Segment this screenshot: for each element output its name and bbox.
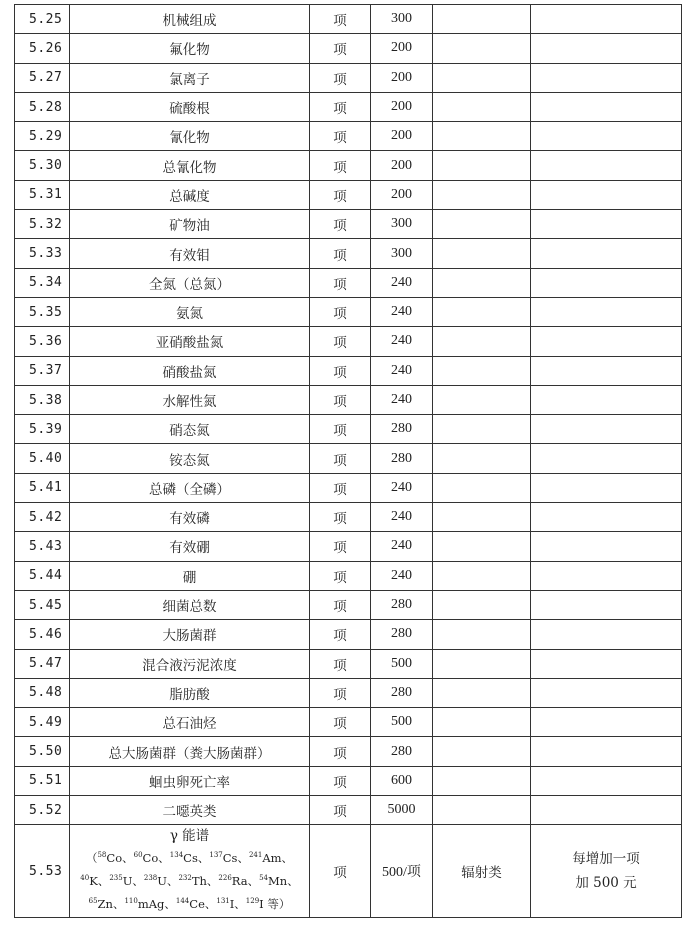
item-price: 200	[371, 122, 433, 151]
table-row	[15, 356, 682, 385]
isotope-symbol: Co	[142, 851, 159, 866]
item-note	[531, 385, 682, 414]
table-row	[15, 473, 682, 502]
item-price: 200	[371, 63, 433, 92]
table-row	[15, 444, 682, 473]
item-note	[531, 708, 682, 737]
isotope-symbol: I	[229, 897, 235, 912]
item-unit: 项	[310, 415, 371, 444]
isotope-symbol: U	[157, 874, 167, 889]
item-note	[531, 473, 682, 502]
table-row	[15, 5, 682, 34]
item-unit: 项	[310, 737, 371, 766]
item-number: 5.35	[15, 297, 70, 326]
item-price: 240	[371, 473, 433, 502]
item-category	[433, 151, 531, 180]
item-name: 氨氮	[70, 297, 310, 326]
table-row	[15, 415, 682, 444]
isotope-mass: 137	[209, 851, 223, 860]
item-name: 硝酸盐氮	[70, 356, 310, 385]
item-price: 300	[371, 239, 433, 268]
item-category	[433, 708, 531, 737]
item-note	[531, 620, 682, 649]
isotope	[218, 874, 247, 888]
item-price: 240	[371, 297, 433, 326]
item-number: 5.52	[15, 796, 70, 825]
isotope-symbol: Cs	[222, 851, 238, 866]
item-unit: 项	[310, 151, 371, 180]
isotope-mass: 60	[133, 851, 143, 860]
isotope-mass: 131	[216, 897, 230, 906]
item-unit: 项	[310, 5, 371, 34]
table-row	[15, 63, 682, 92]
item-name: 大肠菌群	[70, 620, 310, 649]
item-note	[531, 268, 682, 297]
isotope	[176, 897, 205, 911]
item-number: 5.30	[15, 151, 70, 180]
item-unit: 项	[310, 63, 371, 92]
isotope-mass: 238	[143, 874, 158, 883]
item-number: 5.31	[15, 180, 70, 209]
table-row	[15, 385, 682, 414]
table-row	[15, 649, 682, 678]
item-name: 硝态氮	[70, 415, 310, 444]
item-note	[531, 92, 682, 121]
item-price: 300	[371, 5, 433, 34]
item-unit: 项	[310, 503, 371, 532]
item-price: 280	[371, 444, 433, 473]
item-number: 5.39	[15, 415, 70, 444]
table-row	[15, 503, 682, 532]
item-category	[433, 180, 531, 209]
isotope-close-paren: 等）	[263, 897, 291, 912]
item-price: 200	[371, 180, 433, 209]
note-line-2: 加 500 元	[575, 875, 637, 892]
item-note	[531, 766, 682, 795]
table-row	[15, 239, 682, 268]
item-category	[433, 297, 531, 326]
table-row	[15, 268, 682, 297]
item-note	[531, 415, 682, 444]
item-unit: 项	[310, 180, 371, 209]
isotope	[209, 851, 237, 865]
item-price: 240	[371, 385, 433, 414]
item-price: 240	[371, 561, 433, 590]
table-body	[15, 5, 682, 918]
item-note	[531, 532, 682, 561]
item-number: 5.42	[15, 503, 70, 532]
isotope-mass: 54	[259, 874, 268, 883]
item-category	[433, 503, 531, 532]
item-price: 280	[371, 590, 433, 619]
item-number: 5.37	[15, 356, 70, 385]
isotope	[178, 874, 206, 888]
item-number: 5.25	[15, 5, 70, 34]
item-number: 5.51	[15, 766, 70, 795]
item-price: 240	[371, 503, 433, 532]
item-number: 5.38	[15, 385, 70, 414]
item-note	[531, 825, 682, 918]
item-category	[433, 796, 531, 825]
isotope-symbol: U	[122, 874, 133, 889]
item-number: 5.36	[15, 327, 70, 356]
item-unit: 项	[310, 590, 371, 619]
isotope-mass: 129	[245, 897, 260, 906]
gamma-title: γ 能谱	[169, 828, 210, 845]
item-category	[433, 34, 531, 63]
item-unit: 项	[310, 239, 371, 268]
item-category	[433, 473, 531, 502]
item-price: 200	[371, 92, 433, 121]
table-row	[15, 92, 682, 121]
isotope-symbol: K	[89, 874, 98, 889]
item-name: 氯离子	[70, 63, 310, 92]
fee-table	[14, 4, 682, 918]
item-number: 5.27	[15, 63, 70, 92]
item-price: 240	[371, 327, 433, 356]
item-unit: 项	[310, 796, 371, 825]
item-price: 240	[371, 356, 433, 385]
item-price: 500/项	[371, 825, 433, 918]
item-unit: 项	[310, 649, 371, 678]
isotope	[246, 897, 264, 911]
item-name: 细菌总数	[70, 590, 310, 619]
item-category	[433, 649, 531, 678]
item-name: 亚硝酸盐氮	[70, 327, 310, 356]
item-name: 总石油烃	[70, 708, 310, 737]
item-category	[433, 415, 531, 444]
item-name: 脂肪酸	[70, 678, 310, 707]
item-unit: 项	[310, 297, 371, 326]
item-price: 200	[371, 34, 433, 63]
item-unit: 项	[310, 34, 371, 63]
isotope	[124, 897, 164, 911]
note-line-1: 每增加一项	[572, 851, 640, 868]
isotope-mass: 40	[80, 874, 90, 883]
isotope-open-paren: （	[85, 851, 98, 866]
item-number: 5.40	[15, 444, 70, 473]
item-note	[531, 444, 682, 473]
item-price: 240	[371, 532, 433, 561]
item-category	[433, 444, 531, 473]
item-name: 有效磷	[70, 503, 310, 532]
item-category	[433, 5, 531, 34]
item-note	[531, 356, 682, 385]
table-row	[15, 297, 682, 326]
item-name: 氰化物	[70, 122, 310, 151]
table-row	[15, 796, 682, 825]
isotope-symbol: Co	[106, 851, 123, 866]
isotope-mass: 58	[97, 851, 107, 860]
item-number: 5.49	[15, 708, 70, 737]
table-row	[15, 766, 682, 795]
isotope-symbol: I	[259, 897, 264, 912]
item-number: 5.53	[15, 825, 70, 918]
item-note	[531, 561, 682, 590]
isotope-mass: 134	[169, 851, 184, 860]
item-name: 蛔虫卵死亡率	[70, 766, 310, 795]
item-name: 总磷（全磷）	[70, 473, 310, 502]
item-unit: 项	[310, 210, 371, 239]
item-unit: 项	[310, 356, 371, 385]
item-number: 5.33	[15, 239, 70, 268]
item-name: 混合液污泥浓度	[70, 649, 310, 678]
table-row	[15, 532, 682, 561]
item-number: 5.32	[15, 210, 70, 239]
item-number: 5.47	[15, 649, 70, 678]
item-note	[531, 34, 682, 63]
item-number: 5.34	[15, 268, 70, 297]
item-number: 5.45	[15, 590, 70, 619]
isotope	[89, 897, 113, 911]
item-name: 水解性氮	[70, 385, 310, 414]
isotope-mass: 110	[124, 897, 138, 906]
item-category	[433, 561, 531, 590]
item-unit: 项	[310, 92, 371, 121]
isotope	[170, 851, 198, 865]
item-name: 硫酸根	[70, 92, 310, 121]
item-category	[433, 239, 531, 268]
item-name: 矿物油	[70, 210, 310, 239]
item-price: 280	[371, 620, 433, 649]
item-name	[70, 825, 310, 918]
item-note	[531, 151, 682, 180]
item-number: 5.46	[15, 620, 70, 649]
isotope	[259, 874, 287, 888]
item-name: 机械组成	[70, 5, 310, 34]
item-note	[531, 210, 682, 239]
isotope	[144, 874, 167, 888]
item-note	[531, 180, 682, 209]
table-row	[15, 151, 682, 180]
item-note	[531, 327, 682, 356]
item-price: 600	[371, 766, 433, 795]
item-price: 280	[371, 678, 433, 707]
item-category	[433, 737, 531, 766]
item-note	[531, 737, 682, 766]
item-number: 5.29	[15, 122, 70, 151]
item-name: 有效硼	[70, 532, 310, 561]
table-row	[15, 737, 682, 766]
isotope-mass: 144	[175, 897, 190, 906]
table-row	[15, 122, 682, 151]
isotope-symbol: mAg	[137, 897, 165, 912]
item-name: 铵态氮	[70, 444, 310, 473]
item-number: 5.28	[15, 92, 70, 121]
item-number: 5.44	[15, 561, 70, 590]
item-price: 300	[371, 210, 433, 239]
isotope-symbol: Mn	[268, 874, 288, 889]
isotope-mass: 226	[218, 874, 232, 883]
item-category	[433, 63, 531, 92]
item-note	[531, 649, 682, 678]
item-price: 280	[371, 737, 433, 766]
isotope	[80, 874, 98, 888]
item-note	[531, 63, 682, 92]
isotope-symbol: Am	[262, 851, 282, 866]
item-unit: 项	[310, 444, 371, 473]
item-price: 500	[371, 649, 433, 678]
item-unit: 项	[310, 825, 371, 918]
item-name: 总氰化物	[70, 151, 310, 180]
item-unit: 项	[310, 327, 371, 356]
isotope-symbol: Ce	[189, 897, 205, 912]
item-category	[433, 122, 531, 151]
item-number: 5.50	[15, 737, 70, 766]
item-unit: 项	[310, 678, 371, 707]
isotope	[97, 851, 122, 865]
table-row	[15, 180, 682, 209]
item-unit: 项	[310, 473, 371, 502]
isotope	[249, 851, 282, 865]
isotope-mass: 235	[109, 874, 123, 883]
item-price: 240	[371, 268, 433, 297]
isotope-list: （$^{58}$Co、$^{60}$Co、$^{134}$Cs、$^{137}$Cs、$^{241}$Am、$^{40}$K、$^{235}$U、$^{238}$U、$^{232}$Th、$^{226}$Ra、$^{54}$Mn、$^{65}$Zn、$^{110}$mAg、$^{144}$Ce、$^{131}$I、$^{129}$I 等）	[80, 851, 299, 912]
item-unit: 项	[310, 620, 371, 649]
item-note	[531, 590, 682, 619]
item-name: 全氮（总氮）	[70, 268, 310, 297]
item-price: 5000	[371, 796, 433, 825]
item-unit: 项	[310, 385, 371, 414]
item-note	[531, 122, 682, 151]
item-unit: 项	[310, 561, 371, 590]
item-category	[433, 385, 531, 414]
item-category	[433, 532, 531, 561]
item-name: 有效钼	[70, 239, 310, 268]
item-unit: 项	[310, 708, 371, 737]
table-row	[15, 708, 682, 737]
isotope-mass: 241	[248, 851, 263, 860]
table-row	[15, 561, 682, 590]
isotope	[134, 851, 159, 865]
isotope	[216, 897, 234, 911]
item-category: 辐射类	[433, 825, 531, 918]
isotope-symbol: Th	[191, 874, 207, 889]
item-note	[531, 239, 682, 268]
item-number: 5.41	[15, 473, 70, 502]
table-row	[15, 590, 682, 619]
item-number: 5.26	[15, 34, 70, 63]
table-row	[15, 34, 682, 63]
table-row	[15, 678, 682, 707]
item-category	[433, 590, 531, 619]
item-unit: 项	[310, 532, 371, 561]
item-name: 二噁英类	[70, 796, 310, 825]
item-category	[433, 92, 531, 121]
item-category	[433, 356, 531, 385]
item-category	[433, 210, 531, 239]
item-category	[433, 327, 531, 356]
item-note	[531, 5, 682, 34]
item-category	[433, 268, 531, 297]
item-name: 总大肠菌群（粪大肠菌群）	[70, 737, 310, 766]
item-name: 总碱度	[70, 180, 310, 209]
item-price: 500	[371, 708, 433, 737]
item-category	[433, 678, 531, 707]
isotope-symbol: Zn	[97, 897, 113, 912]
item-note	[531, 678, 682, 707]
table-row	[15, 210, 682, 239]
item-note	[531, 796, 682, 825]
isotope	[109, 874, 132, 888]
item-number: 5.48	[15, 678, 70, 707]
item-category	[433, 620, 531, 649]
item-unit: 项	[310, 766, 371, 795]
table-row	[15, 327, 682, 356]
item-unit: 项	[310, 122, 371, 151]
table-row-5-53	[15, 825, 682, 918]
item-unit: 项	[310, 268, 371, 297]
item-price: 280	[371, 415, 433, 444]
item-name: 硼	[70, 561, 310, 590]
isotope-mass: 65	[88, 897, 98, 906]
item-note	[531, 503, 682, 532]
item-category	[433, 766, 531, 795]
item-note	[531, 297, 682, 326]
item-price: 200	[371, 151, 433, 180]
item-name: 氟化物	[70, 34, 310, 63]
isotope-symbol: Ra	[231, 874, 248, 889]
table-row	[15, 620, 682, 649]
isotope-symbol: Cs	[183, 851, 198, 866]
isotope-mass: 232	[178, 874, 192, 883]
item-number: 5.43	[15, 532, 70, 561]
